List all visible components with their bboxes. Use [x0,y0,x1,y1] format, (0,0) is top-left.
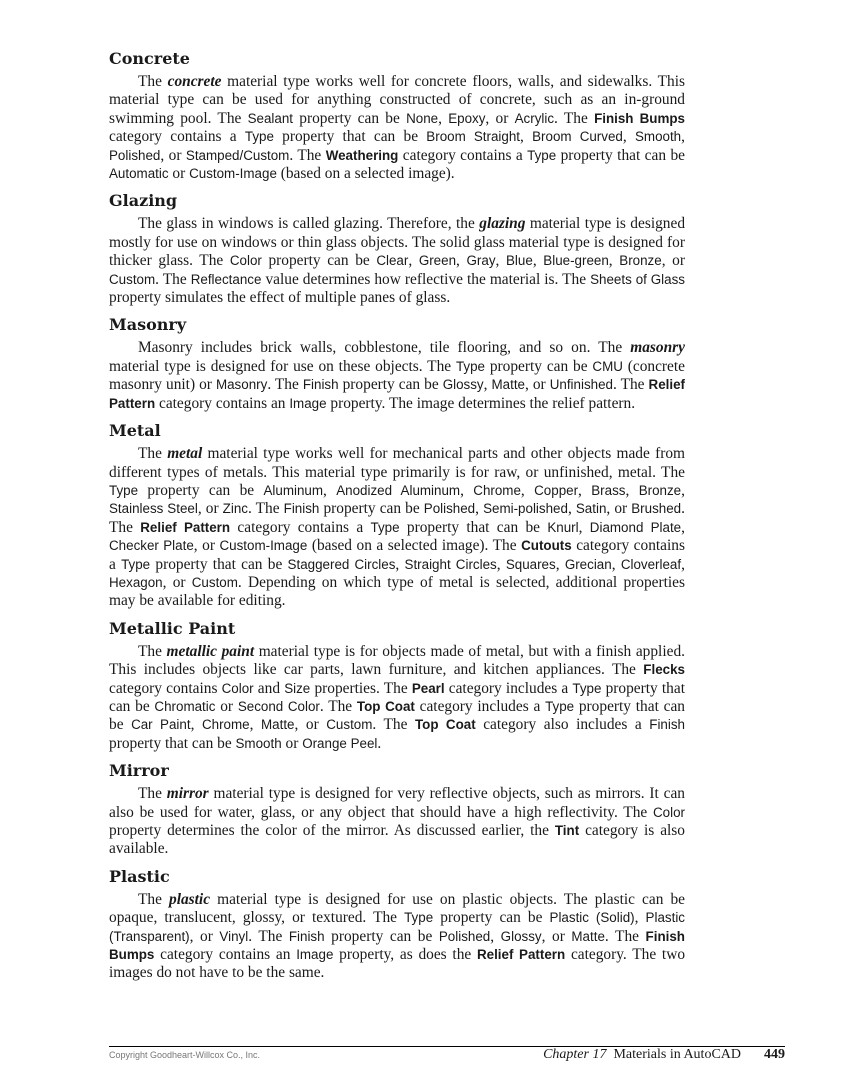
property-name: Anodized Aluminum [336,482,461,498]
text-run: , [496,555,506,573]
text-run: , or [541,927,572,945]
running-footer [543,1047,741,1063]
property-name: Acrylic [514,110,555,126]
property-name: Aluminum [263,482,324,498]
text-run: material type is designed mostly for use on windows or thin glass objects. The solid glass material type is designed for thicker glass. The [109,215,686,270]
property-name: Chrome [201,717,250,733]
category-name: Pearl [411,680,445,696]
text-run: value determines how reflective the material is. The [261,270,591,288]
text-run: , or [193,537,220,555]
text-run: , or [525,376,550,394]
text-run: , [578,481,592,499]
text-run: The glass in windows is called glazing. Therefore, the [138,215,480,233]
text-run: category contains [109,679,222,697]
section-paragraph [109,643,685,753]
property-name: Matte [261,717,295,733]
text-run: , or [485,109,515,127]
text-run: , [611,555,621,573]
property-name: Broom Straight [426,129,521,145]
property-name: Brass [591,482,626,498]
property-name: Custom [109,271,156,287]
text-run: , [460,481,474,499]
property-name: Custom-Image [189,166,277,182]
section-mirror [109,760,685,859]
text-run: category includes a [414,697,546,715]
property-name: Type [370,519,400,535]
text-run: , [555,555,565,573]
copyright-notice: Copyright Goodheart-Willcox Co., Inc. [109,1050,261,1060]
term: metal [167,445,203,463]
text-run: . The [372,716,415,734]
property-name: Type [109,482,139,498]
text-run: The [138,785,167,803]
section-heading: Metal [109,421,161,441]
property-name: None [406,110,439,126]
section-metallic-paint [109,618,685,753]
text-run: . The [247,500,284,518]
text-run: , [578,518,590,536]
text-run: category. The two images do not have to be the same. [109,946,686,982]
property-name: Checker Plate [109,538,194,554]
section-metal [109,420,685,611]
property-name: Gray [466,253,496,269]
term: mirror [166,785,209,803]
text-run: , [520,481,535,499]
term: plastic [169,890,211,908]
text-run: property that can be [109,734,236,752]
text-run: , [475,500,484,518]
category-name: Relief Pattern [140,519,231,535]
text-run: . The [319,697,357,715]
chapter-title: Materials in AutoCAD [613,1047,741,1062]
property-name: Glossy [500,928,542,944]
page-footer [109,1046,785,1062]
text-run: category contains a [109,128,245,146]
text-run: category is also available. [109,822,685,858]
text-run: , [395,555,405,573]
property-name: Bronze [619,253,662,269]
text-run: property can be [319,500,424,518]
text-run: , [567,500,576,518]
section-glazing [109,190,685,307]
text-run: category contains a [398,146,528,164]
property-name: Satin [575,501,607,517]
text-run: (based on a selected image). The [307,537,522,555]
property-name: Color [653,804,685,820]
property-name: Stamped/Custom [185,147,290,163]
property-name: Grecian [564,556,612,572]
category-name: Tint [554,823,580,838]
text-run: or [281,734,303,752]
text-run: property that can be [109,679,685,715]
text-run: property can be [484,357,593,375]
text-run: and [253,679,285,697]
property-name: Broom Curved [532,129,623,145]
property-name: Chrome [473,482,521,498]
text-run: category contains an [155,394,290,412]
text-run: , [622,128,635,146]
category-name: Top Coat [356,698,415,714]
property-name: Finish [649,717,685,733]
property-name: Smooth [235,735,282,751]
property-name: Smooth [634,129,682,145]
property-name: Polished [438,928,491,944]
property-name: CMU [592,358,623,374]
category-name: Finish Bumps [109,928,685,963]
term: masonry [630,339,685,357]
text-run: property can be [293,109,407,127]
text-run: property can be [324,927,439,945]
property-name: Epoxy [448,110,486,126]
text-run: property that can be [556,146,685,164]
category-name: Relief Pattern [109,377,685,411]
text-run: property, as does the [333,946,477,964]
text-run: The [138,890,169,908]
property-name: Type [545,698,575,714]
category-name: Top Coat [414,717,476,733]
section-paragraph [109,73,685,183]
text-run: , [408,252,419,270]
section-paragraph [109,215,685,307]
text-run: material type works well for concrete floors, walls, and sidewalks. This material type can be used for anything constructed of concrete, such as an in-ground swimming pool. The [109,73,685,127]
property-name: Squares [505,556,556,572]
text-run: property that can be [399,518,548,536]
property-name: Color [221,680,254,696]
category-name: Finish Bumps [594,110,685,126]
section-heading: Concrete [109,49,190,68]
category-name: Relief Pattern [476,947,566,963]
text-run: , or [160,146,186,164]
property-name: Plastic (Solid) [549,910,635,926]
category-name: Flecks [643,662,685,678]
property-name: Brushed [631,501,682,517]
text-run: . The [554,109,595,127]
text-run: material type is for objects made of metal, but with a finish applied. This includes objects like car parts, lawn furniture, and kitchen appliances. The [109,642,685,679]
property-name: Blue-green [543,253,609,269]
text-run: , or [294,716,327,734]
text-run: property can be [138,481,264,499]
text-run: , [681,555,685,573]
text-run: , [495,252,506,270]
property-name: Staggered Circles [287,556,396,572]
text-run: , [438,109,449,127]
text-run: category contains a [230,518,371,536]
text-run: . The [155,270,191,288]
property-name: Straight Circles [404,556,497,572]
text-run: , [532,252,544,270]
section-heading: Masonry [109,315,187,335]
text-run: , [634,909,646,927]
property-name: Type [244,129,274,145]
text-run: property can be [261,252,377,270]
property-name: Bronze [638,482,682,498]
text-run: , [490,927,501,945]
text-run: property that can be [150,555,288,573]
text-run: . [377,734,382,752]
term: concrete [167,73,222,90]
property-name: Cloverleaf [620,556,682,572]
text-run: property that can be [109,697,685,734]
text-run: , [681,518,685,536]
property-name: Matte [491,377,525,393]
property-name: Unfinished [549,377,613,393]
property-name: Plastic (Transparent) [109,910,685,944]
text-run: material type is designed for use on these objects. The [109,357,456,375]
text-run: , [323,481,337,499]
section-plastic [109,866,685,983]
text-run: material type works well for mechanical parts and other objects made from different types of metals. This material type primarily is for raw, or unfinished, metal. The [109,445,685,481]
text-run: , [249,716,261,734]
property-name: Polished [423,501,476,517]
property-name: Automatic [109,166,169,182]
section-concrete [109,48,685,183]
text-run: . The [604,927,646,945]
property-name: Copper [534,482,579,498]
section-heading: Glazing [109,191,178,211]
text-run: . The [109,500,685,536]
text-run: . The [612,376,649,394]
property-name: Hexagon [109,574,163,590]
text-run: , or [661,252,685,270]
chapter-label: Chapter 17 [543,1047,607,1062]
category-name: Weathering [325,147,399,163]
text-run: property can be [338,376,443,394]
property-name: Green [418,253,457,269]
property-name: Type [572,680,602,696]
section-masonry [109,314,685,413]
text-run: . The [267,376,303,394]
section-heading: Mirror [109,761,169,781]
property-name: Vinyl [219,928,249,944]
property-name: Finish [283,501,320,517]
property-name: Custom-Image [219,538,308,554]
property-name: Type [527,147,557,163]
text-run: , [608,252,620,270]
text-run: category contains an [154,946,297,964]
text-run: , [520,128,533,146]
text-run: , [190,716,202,734]
text-run: The [138,73,168,90]
property-name: Size [284,680,311,696]
section-paragraph [109,891,685,983]
property-name: Matte [571,928,605,944]
text-run: , or [189,927,220,945]
property-name: Semi-polished [483,501,568,517]
property-name: Type [121,556,151,572]
text-run: property simulates the effect of multiple panes of glass. [109,289,451,307]
section-paragraph [109,785,685,859]
text-run: category includes a [444,679,573,697]
text-run: property that can be [273,128,427,146]
property-name: Zinc [222,501,248,517]
text-run: . The [289,146,326,164]
text-run: or [168,165,190,183]
text-run: property can be [433,909,550,927]
property-name: Color [229,253,262,269]
property-name: Type [404,910,434,926]
term: metallic paint [166,642,255,660]
property-name: Polished [109,147,161,163]
text-run: , or [162,573,192,591]
text-run: properties. The [310,679,412,697]
text-run: Masonry includes brick walls, cobblestone, tile flooring, and so on. The [138,339,631,357]
text-run: , [456,252,467,270]
text-run: . Depending on which type of metal is selected, additional properties may be available for editing. [109,573,685,610]
property-name: Stainless Steel [109,501,198,517]
property-name: Finish [302,377,339,393]
property-name: Second Color [237,698,320,714]
page-content [109,48,685,990]
text-run: The [138,642,167,660]
text-run: , [483,376,492,394]
text-run: The [138,445,168,463]
text-run: , [681,128,685,146]
property-name: Image [296,947,334,963]
property-name: Blue [506,253,533,269]
text-run: property determines the color of the mirror. As discussed earlier, the [109,822,555,839]
property-name: Glossy [442,377,484,393]
property-name: Custom [191,574,238,590]
property-name: Clear [376,253,409,269]
text-run: (based on a selected image). [276,165,455,183]
section-heading: Metallic Paint [109,618,236,638]
property-name: Chromatic [154,698,216,714]
page-number: 449 [764,1047,785,1062]
property-name: Car Paint [131,717,191,733]
property-name: Sealant [247,110,294,126]
text-run: material type is designed for very reflective objects, such as mirrors. It can also be used for water, glass, or any object that should have a high reflectivity. The [109,785,685,821]
property-name: Type [455,358,485,374]
section-paragraph [109,339,685,413]
text-run: category contains a [109,537,685,573]
property-name: Finish [288,928,325,944]
text-run: material type is designed for use on plastic objects. The plastic can be opaque, translucent, glossy, or textured. The [109,890,685,927]
text-run: . The [248,927,289,945]
property-name: Image [289,395,327,411]
property-name: Sheets of Glass [590,271,685,287]
property-name: Custom [326,717,373,733]
text-run: property. The image determines the relief pattern. [326,394,636,412]
text-run: category also includes a [475,716,650,734]
term: glazing [479,215,526,233]
section-paragraph [109,445,685,611]
category-name: Cutouts [521,538,572,554]
property-name: Reflectance [190,271,262,287]
property-name: Diamond Plate [589,519,682,535]
section-heading: Plastic [109,866,170,886]
text-run: , [625,481,639,499]
text-run: (concrete masonry unit) or [109,357,685,394]
property-name: Masonry [215,377,268,393]
property-name: Knurl [547,519,579,535]
text-run: or [215,697,238,715]
property-name: Orange Peel [302,735,378,751]
text-run: , or [197,500,223,518]
text-run: , [681,481,685,499]
text-run: , or [606,500,632,518]
